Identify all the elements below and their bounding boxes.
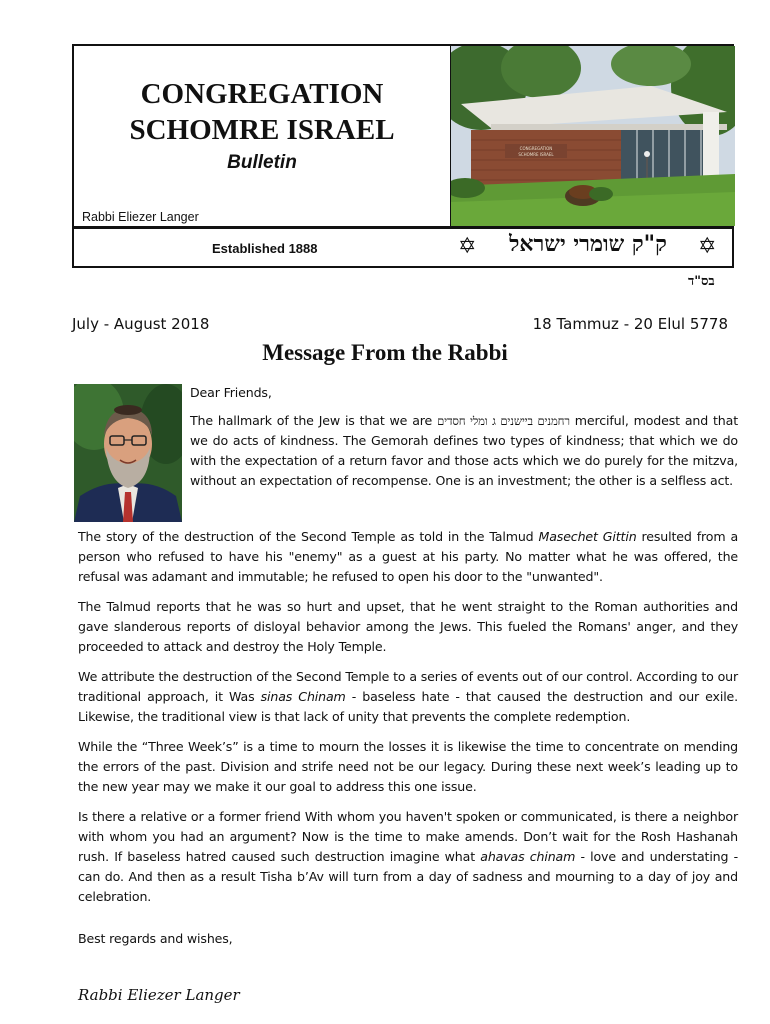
paragraph-3: The Talmud reports that he was so hurt and upset, that he went straight to the Roman authorities and gave slanderous reports of disloyal behavior among the Jews. This fueled the Romans' anger, and they proceeded to attack and destroy the Holy Temple.	[78, 599, 738, 654]
rabbi-portrait	[74, 384, 182, 522]
masthead	[72, 44, 734, 268]
p1-text-end: merciful, modest and that we do acts of kindness. The Gemorah defines two types of kindness; that which we do with the expectation of a return favor and those acts which we do purely for the mitzva, without an expectation of recompense. One is an investment; the other is a selfless act.	[190, 413, 738, 488]
letter-intro	[190, 383, 738, 491]
p6-text-end: - love and understating - can do. And then as a result Tisha b’Av will turn from a day of sadness and mourning to a day of joy and celebration.	[78, 849, 738, 904]
masthead-band	[74, 226, 732, 271]
p2-text-end: resulted from a person who refused to have his "enemy" as a guest at his party. No matter what he was offered, the refusal was adamant and immutable; he refused to open his door to the "unwanted".	[78, 529, 739, 584]
masthead-title-line2: SCHOMRE ISRAEL	[129, 114, 395, 146]
letter-signature: Rabbi Eliezer Langer	[78, 986, 240, 1004]
paragraph-4	[78, 667, 738, 727]
svg-text:SCHOMRE ISRAEL: SCHOMRE ISRAEL	[518, 152, 554, 157]
masthead-subtitle: Bulletin	[227, 152, 297, 173]
p2-text-start: The story of the destruction of the Second Temple as told in the Talmud	[78, 529, 534, 544]
synagogue-photo	[450, 46, 735, 226]
p2-italic-term: Masechet Gittin	[538, 529, 637, 544]
secular-date: July - August 2018	[72, 315, 210, 333]
p1-text-start: The hallmark of the Jew is that we are	[190, 413, 433, 428]
p1-hebrew-phrase: רחמנים ביישנים ג ומלי חסדים	[437, 414, 570, 428]
hebrew-date: 18 Tammuz - 20 Elul 5778	[532, 315, 728, 333]
paragraph-5: While the “Three Week’s” is a time to mourn the losses it is likewise the time to concentrate on mending the errors of the past. Division and strife need not be our legacy. During these next week’s leading up to the new year may we make it our goal to address this one issue.	[78, 739, 738, 794]
page-title: Message From the Rabbi	[262, 340, 508, 365]
letter-body	[78, 527, 738, 917]
masthead-rabbi-name: Rabbi Eliezer Langer	[82, 210, 199, 224]
established-year: Established 1888	[212, 241, 318, 256]
letter-closing: Best regards and wishes,	[78, 931, 233, 946]
p6-italic-term: ahavas chinam	[480, 849, 576, 864]
synagogue-illustration	[451, 46, 735, 226]
hebrew-congregation-name: ק"ק שומרי ישראל	[509, 231, 667, 257]
bsd-mark: בס"ד	[688, 274, 715, 289]
photo-sign-text: CONGREGATION	[519, 146, 553, 151]
paragraph-2	[78, 527, 738, 587]
p6-text-start: Is there a relative or a former friend With whom you haven't spoken or communicated, is there a neighbor with whom you had an argument? Now is the time to make amends. Don’t wait for the Rosh Hashanah rush. If baseless hatred caused such destruction imagine what	[78, 809, 738, 864]
portrait-illustration	[74, 384, 182, 522]
masthead-title-block	[74, 46, 450, 226]
star-of-david-icon: ✡	[458, 234, 477, 259]
p4-text-start: We attribute the destruction of the Second Temple to a series of events out of our control. According to our traditional approach, it Was	[78, 669, 738, 704]
p4-text-end: - baseless hate - that caused the destruction and our exile. Likewise, the traditional view is that lack of unity that prevents the complete redemption.	[78, 689, 739, 724]
letter-greeting: Dear Friends,	[190, 385, 272, 400]
p4-italic-term: sinas Chinam	[260, 689, 346, 704]
paragraph-6	[78, 807, 738, 907]
star-of-david-icon: ✡	[698, 234, 717, 259]
masthead-title-line1: CONGREGATION	[140, 78, 384, 110]
paragraph-1	[190, 411, 738, 491]
